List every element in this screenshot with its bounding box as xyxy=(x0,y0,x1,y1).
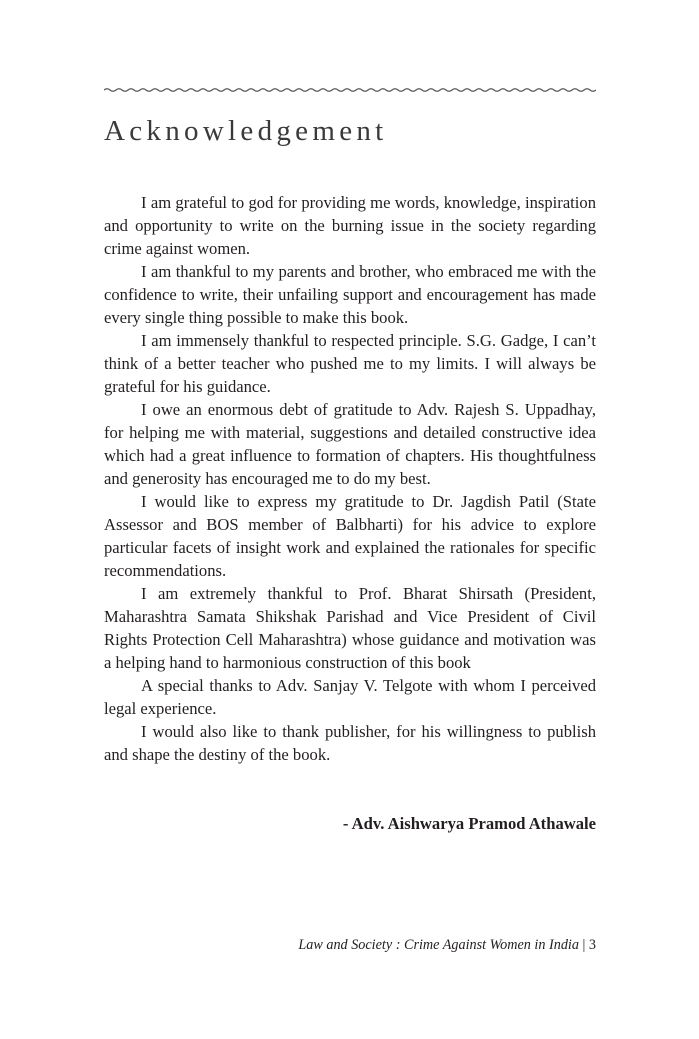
footer-book-title: Law and Society : Crime Against Women in India xyxy=(298,937,579,953)
page-footer xyxy=(298,936,596,954)
paragraph: I am immensely thankful to respected principle. S.G. Gadge, I can’t think of a better teacher who pushed me to my limits. I will always be grateful for his guidance. xyxy=(104,331,596,396)
paragraph: A special thanks to Adv. Sanjay V. Telgote with whom I perceived legal experience. xyxy=(104,676,596,718)
author-signature: - Adv. Aishwarya Pramod Athawale xyxy=(342,814,596,833)
paragraph: I am extremely thankful to Prof. Bharat Shirsath (President, Maharashtra Samata Shikshak Parishad and Vice President of Civil Rights Protection Cell Maharashtra) whose guidance and motivation was a helping hand to harmonious construction of this book xyxy=(104,584,596,672)
paragraph: I am grateful to god for providing me words, knowledge, inspiration and opportunity to write on the burning issue in the society regarding crime against women. xyxy=(104,193,596,258)
paragraph: I would like to express my gratitude to Dr. Jagdish Patil (State Assessor and BOS member of Balbharti) for his advice to explore particular facets of insight work and explained the rationales for specific recommendations. xyxy=(104,492,596,580)
wavy-divider xyxy=(104,84,596,96)
footer-separator: | xyxy=(582,937,586,953)
acknowledgement-body xyxy=(104,191,596,766)
paragraph: I am thankful to my parents and brother, who embraced me with the confidence to write, their unfailing support and encouragement has made every single thing possible to make this book. xyxy=(104,262,596,327)
page-number: 3 xyxy=(588,937,596,953)
paragraph: I owe an enormous debt of gratitude to Adv. Rajesh S. Uppadhay, for helping me with material, suggestions and detailed constructive idea which had a great influence to formation of chapters. His thoughtfulness and generosity has encouraged me to do my best. xyxy=(104,400,596,488)
paragraph: I would also like to thank publisher, for his willingness to publish and shape the destiny of the book. xyxy=(104,722,596,764)
page-title: Acknowledgement xyxy=(104,115,388,147)
